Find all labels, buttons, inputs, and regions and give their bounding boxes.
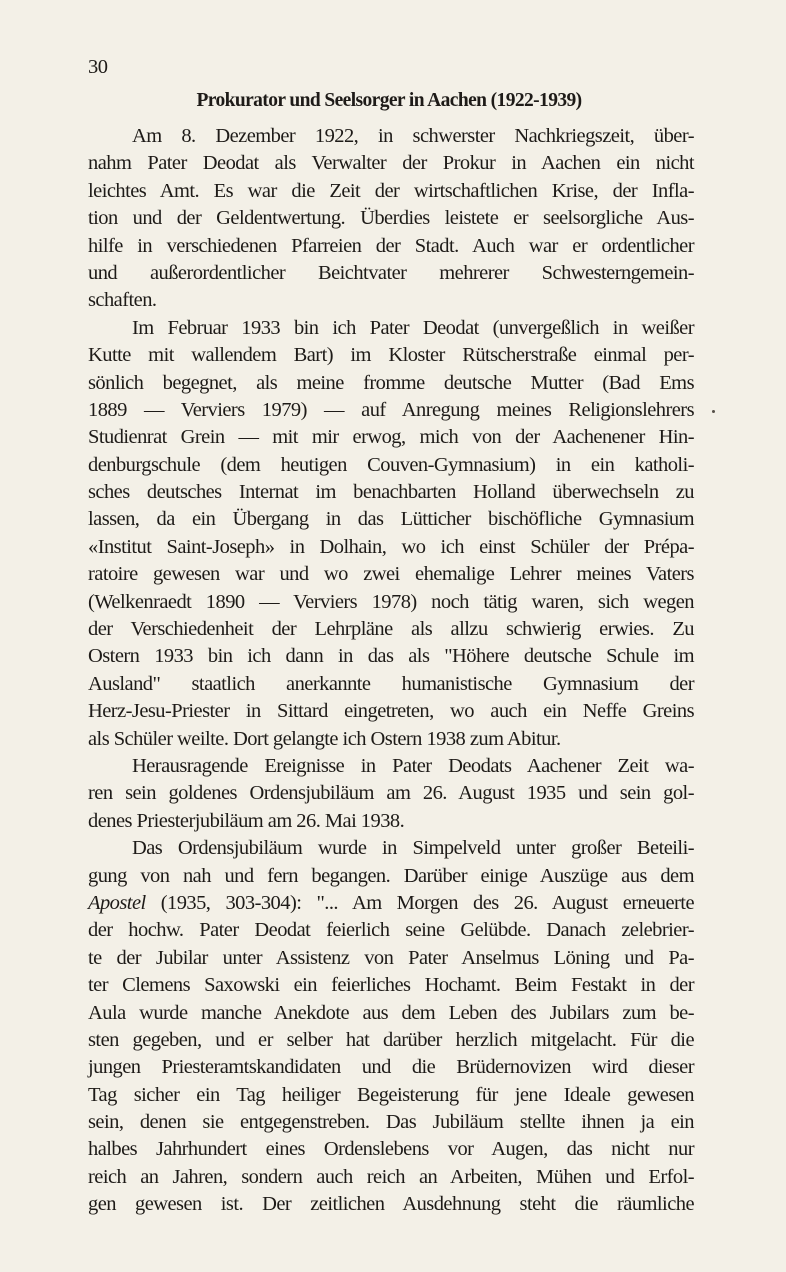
chapter-title: Prokurator und Seelsorger in Aachen (1922-1939) <box>196 90 582 111</box>
book-title-apostel: Apostel <box>88 891 146 914</box>
text-line: gen gewesen ist. Der zeitlichen Ausdehnung steht die räumliche <box>88 1193 694 1216</box>
text-line: 1889 — Verviers 1979) — auf Anregung meines Religionslehrers <box>88 398 694 421</box>
text-line: ren sein goldenes Ordensjubiläum am 26. August 1935 und sein gol- <box>88 782 694 805</box>
text-line: und außerordentlicher Beichtvater mehrerer Schwesterngemein- <box>88 261 694 284</box>
text-line: reich an Jahren, sondern auch reich an Arbeiten, Mühen und Erfol- <box>88 1165 694 1188</box>
text-line-with-title <box>88 890 694 917</box>
text-line: Aula wurde manche Anekdote aus dem Leben des Jubilars zum be- <box>88 1001 694 1024</box>
text-line: Das Ordensjubiläum wurde in Simpelveld unter großer Beteili- <box>132 837 694 860</box>
text-line: te der Jubilar unter Assistenz von Pater Anselmus Löning und Pa- <box>88 946 694 969</box>
text-line: halbes Jahrhundert eines Ordenslebens vor Augen, das nicht nur <box>88 1138 694 1161</box>
text-line: als Schüler weilte. Dort gelangte ich Ostern 1938 zum Abitur. <box>88 727 561 750</box>
paragraph-4 <box>88 835 694 1218</box>
text-line: ter Clemens Saxowski ein feierliches Hochamt. Beim Festakt in der <box>88 974 694 997</box>
text-line: sches deutsches Internat im benachbarten Holland überwechseln zu <box>88 481 694 504</box>
ink-speck <box>712 410 715 413</box>
text-line: Im Februar 1933 bin ich Pater Deodat (unvergeßlich in weißer <box>132 316 694 339</box>
paragraph-3 <box>88 753 694 835</box>
text-line: lassen, da ein Übergang in das Lütticher bischöfliche Gymnasium <box>88 508 694 531</box>
text-line: Am 8. Dezember 1922, in schwerster Nachkriegszeit, über- <box>132 125 694 147</box>
page-number: 30 <box>88 56 108 78</box>
text-line: denes Priesterjubiläum am 26. Mai 1938. <box>88 809 405 832</box>
paragraph-2 <box>88 315 694 753</box>
text-line: sten gegeben, und er selber hat darüber herzlich mitgelacht. Für die <box>88 1028 694 1051</box>
text-line: sönlich begegnet, als meine fromme deutsche Mutter (Bad Ems <box>88 371 694 394</box>
text-line: der hochw. Pater Deodat feierlich seine Gelübde. Danach zelebrier- <box>88 919 694 942</box>
text-line: Tag sicher ein Tag heiliger Begeisterung für jene Ideale gewesen <box>88 1083 694 1106</box>
text-line: schaften. <box>88 289 157 312</box>
text-line: der Verschiedenheit der Lehrpläne als allzu schwierig erwies. Zu <box>88 618 694 641</box>
text-line: ratoire gewesen war und wo zwei ehemalige Lehrer meines Vaters <box>88 563 694 586</box>
text-line: Ostern 1933 bin ich dann in das als "Höhere deutsche Schule im <box>88 645 694 668</box>
text-fragment: (1935, 303-304): "... Am Morgen des 26. August erneuerte <box>145 891 694 914</box>
text-line: Ausland" staatlich anerkannte humanistische Gymnasium der <box>88 672 694 695</box>
text-line: Herz-Jesu-Priester in Sittard eingetreten, wo auch ein Neffe Greins <box>88 700 694 723</box>
text-line: Studienrat Grein — mit mir erwog, mich von der Aachenener Hin- <box>88 426 694 449</box>
text-line: (Welkenraedt 1890 — Verviers 1978) noch tätig waren, sich wegen <box>88 590 694 613</box>
text-line: Kutte mit wallendem Bart) im Kloster Rütscherstraße einmal per- <box>88 344 694 367</box>
text-line: leichtes Amt. Es war die Zeit der wirtschaftlichen Krise, der Infla- <box>88 179 694 202</box>
paragraph-1 <box>88 123 694 315</box>
text-line: sein, denen sie entgegenstreben. Das Jubiläum stellte ihnen ja ein <box>88 1111 694 1134</box>
text-line: gung von nah und fern begangen. Darüber einige Auszüge aus dem <box>88 864 694 887</box>
text-line: «Institut Saint-Joseph» in Dolhain, wo ich einst Schüler der Prépa- <box>88 535 694 558</box>
body-text <box>88 123 694 1219</box>
text-line: tion und der Geldentwertung. Überdies leistete er seelsorgliche Aus- <box>88 207 694 230</box>
text-line: jungen Priesteramtskandidaten und die Brüdernovizen wird dieser <box>88 1056 694 1079</box>
text-line: denburgschule (dem heutigen Couven-Gymnasium) in ein katholi- <box>88 453 694 476</box>
text-line: nahm Pater Deodat als Verwalter der Prokur in Aachen ein nicht <box>88 152 694 175</box>
text-line: hilfe in verschiedenen Pfarreien der Stadt. Auch war er ordentlicher <box>88 234 694 257</box>
text-line: Herausragende Ereignisse in Pater Deodats Aachener Zeit wa- <box>132 754 694 777</box>
